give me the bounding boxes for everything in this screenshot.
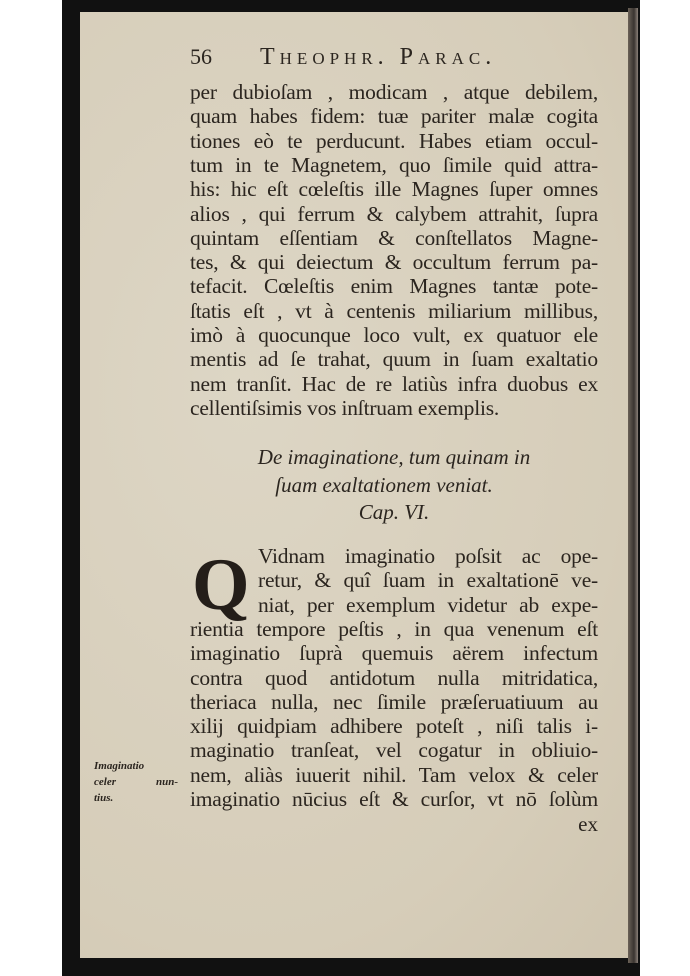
text-line: tes, & qui deiectum & occultum ferrum pa- (190, 250, 598, 275)
text-line: imaginatio nūcius eſt & curſor, vt nō ſolùm (190, 787, 598, 811)
text-line: imò à quocunque loco vult, ex quatuor ele (190, 323, 598, 347)
marginal-note-line: Imaginatio (94, 760, 145, 772)
marginal-note (94, 758, 178, 806)
text-line: mentis ad ſe trahat, quum in ſuam exaltatio (190, 347, 598, 372)
text-line: rientia tempore peſtis , in qua venenum eſt (190, 616, 598, 641)
text-line: niat, per exemplum videtur ab expe- (258, 592, 598, 617)
text-line: imaginatio ſuprà quemuis aërem infectum (190, 641, 598, 666)
text-line: retur, & quî ſuam in exaltationē ve- (258, 568, 598, 593)
drop-cap: Q (192, 544, 250, 626)
text-line: quintam eſſentiam & conſtellatos Magne- (190, 225, 598, 250)
text-line: tiones eò te perducunt. Habes etiam occul- (190, 128, 598, 153)
text-line: alios , qui ferrum & calybem attrahit, ſupra (190, 201, 598, 226)
text-line: ſtatis eſt , vt à centenis miliarium millibus, (190, 298, 598, 323)
marginal-note-line: tius. (94, 792, 114, 804)
text-line: Vidnam imaginatio poſsit ac ope- (258, 544, 598, 568)
text-line: per dubioſam , modicam , atque debilem, (190, 80, 598, 104)
catchword: ex (578, 812, 598, 836)
marginal-note-line: celer nun- (94, 776, 178, 788)
text-line: xilij quidpiam adhibere poteſt , niſi talis i- (190, 714, 598, 739)
chapter-number: Cap. VI. (358, 500, 430, 524)
text-line: tum in te Magnetem, quo ſimile quid attra- (190, 152, 598, 177)
text-line: cellentiſsimis vos inſtruam exemplis. (190, 395, 500, 420)
page-edge (628, 8, 638, 963)
text-line: contra quod antidotum nulla mitridatica, (190, 665, 598, 690)
running-title: Theophr. Parac. (260, 44, 497, 70)
text-line: theriaca nulla, nec ſimile præſeruatiuum au (190, 689, 598, 714)
text-line: his: hic eſt cœleſtis ille Magnes ſuper omnes (190, 177, 598, 202)
page-number: 56 (190, 44, 212, 69)
text-line: nem, aliàs iuuerit nihil. Tam velox & celer (190, 762, 598, 787)
chapter-title-line: De imaginatione, tum quinam in (257, 445, 531, 469)
text-line: maginatio tranſeat, vel cogatur in obliuio- (190, 738, 598, 763)
chapter-title-line: ſuam exaltationem veniat. (275, 473, 493, 497)
text-line: quam habes fidem: tuæ pariter malæ cogita (190, 104, 598, 129)
text-line: tefacit. Cœleſtis enim Magnes tantæ pote- (190, 274, 598, 299)
text-line: nem tranſit. Hac de re latiùs infra duobus ex (190, 371, 598, 396)
